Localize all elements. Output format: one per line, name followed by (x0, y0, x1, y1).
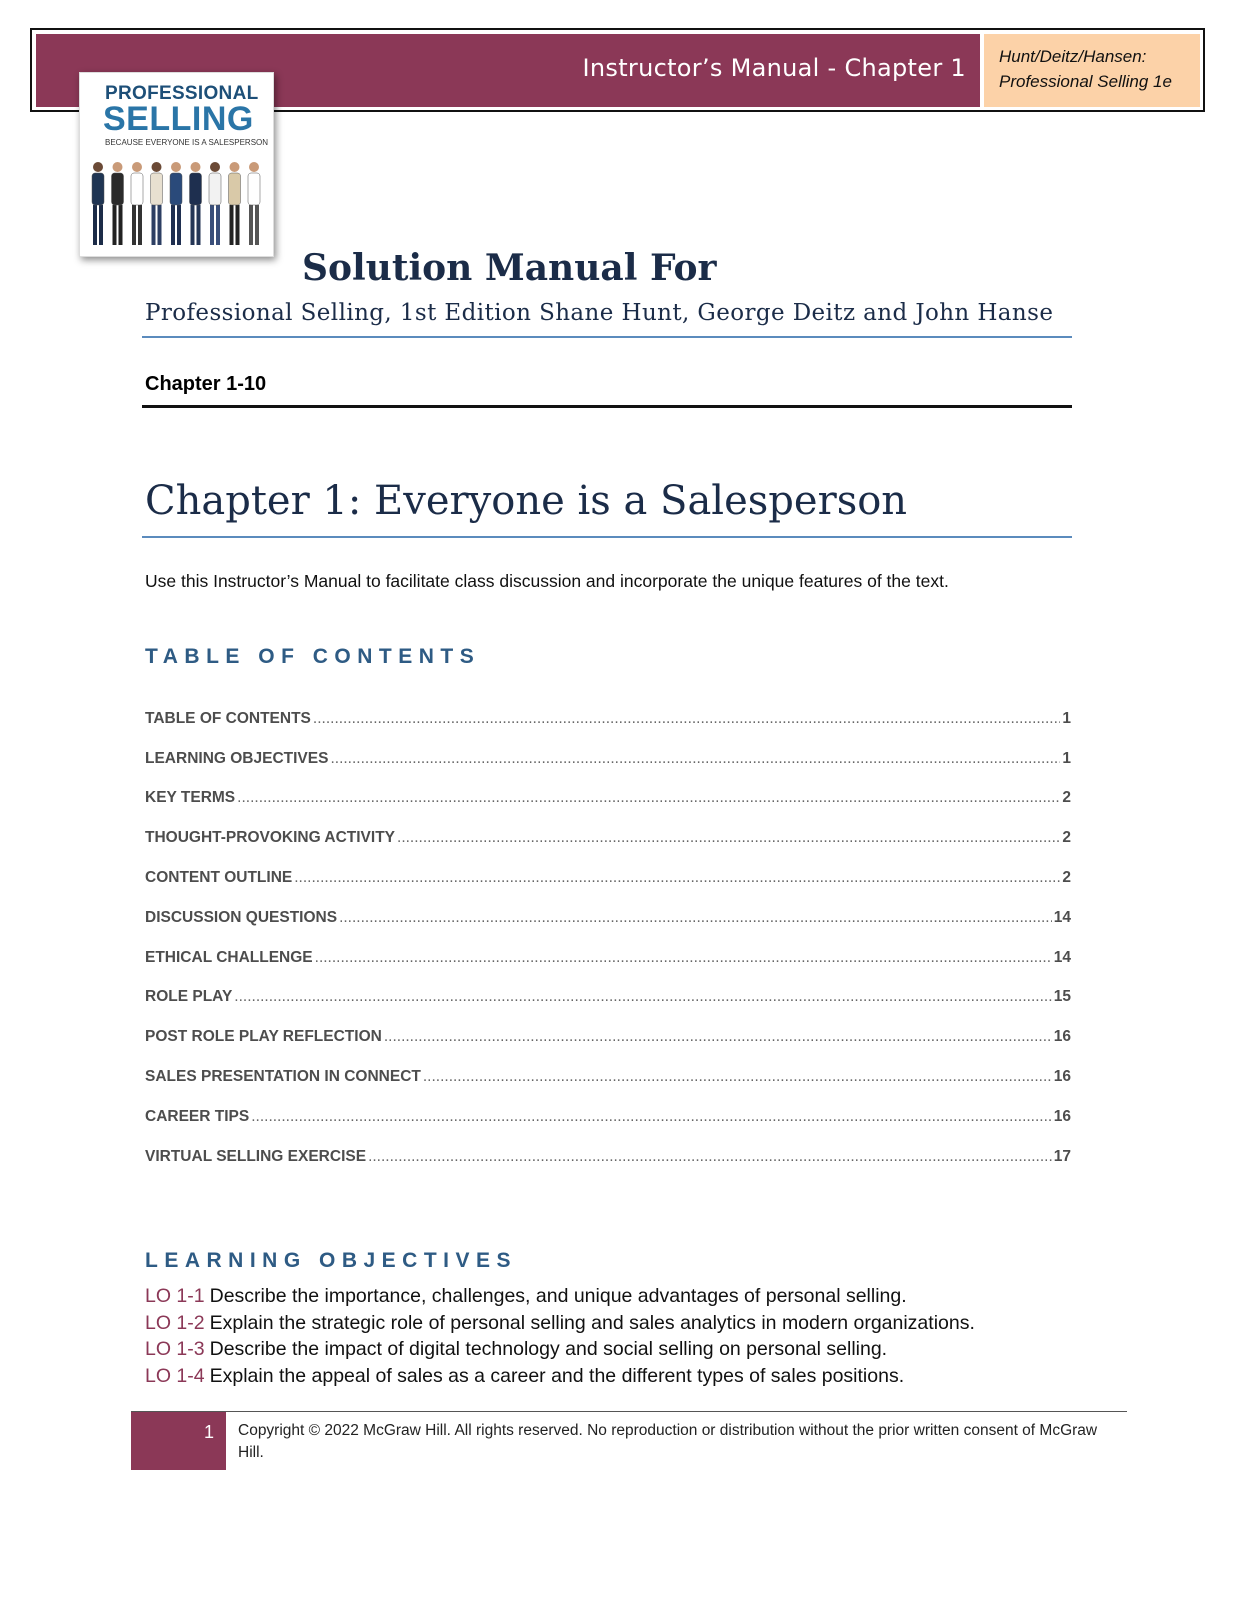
header-title: Instructor’s Manual - Chapter 1 (582, 54, 966, 82)
lo-code: LO 1-4 (145, 1365, 205, 1388)
toc-entry-page: 2 (1062, 789, 1071, 807)
toc-entry[interactable] (145, 688, 1071, 728)
toc-entry-label: POST ROLE PLAY REFLECTION (145, 1028, 382, 1046)
cover-word-selling: SELLING (103, 100, 254, 138)
chapter-title-rule (142, 536, 1072, 538)
toc-entry[interactable] (145, 927, 1071, 967)
learning-objective (145, 1283, 975, 1310)
toc-entry-page: 16 (1053, 1107, 1071, 1125)
learning-objective (145, 1363, 975, 1390)
chapter-range-rule (142, 405, 1072, 408)
cover-word-professional: PROFESSIONAL (105, 83, 259, 104)
toc-leader-dots (330, 750, 1060, 768)
cover-person-figure (229, 162, 241, 245)
toc-entry[interactable] (145, 768, 1071, 808)
footer-page-box (131, 1412, 226, 1470)
cover-person-figure (151, 162, 163, 245)
toc-entry-page: 2 (1062, 829, 1071, 847)
lo-text: Explain the strategic role of personal selling and sales analytics in modern organizations. (209, 1311, 975, 1334)
header-book-box (984, 34, 1200, 107)
chapter-range: Chapter 1-10 (145, 373, 267, 395)
footer-rule (131, 1411, 1127, 1412)
footer-page-number: 1 (203, 1422, 214, 1442)
cover-person-figure (190, 162, 202, 245)
book-cover-image (79, 72, 274, 257)
toc-leader-dots (294, 869, 1060, 887)
lo-code: LO 1-2 (145, 1311, 205, 1334)
toc-entry-page: 15 (1053, 988, 1071, 1006)
document-subtitle: Professional Selling, 1st Edition Shane Hunt, George Deitz and John Hanse (145, 300, 1054, 326)
toc-leader-dots (313, 710, 1060, 728)
toc-entry[interactable] (145, 807, 1071, 847)
toc-heading: TABLE OF CONTENTS (145, 645, 481, 668)
cover-tagline: BECAUSE EVERYONE IS A SALESPERSON (105, 138, 269, 147)
toc-entry[interactable] (145, 1126, 1071, 1166)
document-title: Solution Manual For (302, 247, 717, 289)
toc-entry-page: 1 (1062, 749, 1071, 767)
lo-text: Describe the importance, challenges, and unique advantages of personal selling. (209, 1285, 907, 1307)
header-authors: Hunt/Deitz/Hansen: (999, 47, 1147, 66)
toc-entry-page: 17 (1053, 1147, 1071, 1165)
toc-entry-label: THOUGHT-PROVOKING ACTIVITY (145, 829, 396, 847)
toc-leader-dots (423, 1068, 1052, 1086)
table-of-contents (145, 688, 1071, 1166)
toc-entry[interactable] (145, 1086, 1071, 1126)
toc-entry[interactable] (145, 1006, 1071, 1046)
toc-entry-label: VIRTUAL SELLING EXERCISE (145, 1147, 367, 1165)
cover-people-illustration (90, 155, 265, 251)
lo-code: LO 1-3 (145, 1338, 205, 1361)
toc-entry-page: 2 (1062, 868, 1071, 886)
toc-entry-label: LEARNING OBJECTIVES (145, 749, 329, 767)
toc-leader-dots (234, 988, 1051, 1006)
toc-entry[interactable] (145, 887, 1071, 927)
lo-code: LO 1-1 (145, 1285, 205, 1307)
toc-leader-dots (397, 829, 1060, 847)
cover-person-figure (131, 162, 143, 245)
footer-copyright: Copyright © 2022 McGraw Hill. All rights reserved. No reproduction or distribution without the prior written consent of McGraw Hill. (238, 1422, 1098, 1461)
toc-entry-label: SALES PRESENTATION IN CONNECT (145, 1067, 421, 1085)
toc-leader-dots (237, 789, 1060, 807)
header-book-title: Professional Selling 1e (999, 72, 1172, 91)
lo-text: Explain the appeal of sales as a career and the different types of sales positions. (209, 1365, 905, 1388)
toc-leader-dots (368, 1148, 1052, 1166)
learning-objectives-list (145, 1283, 975, 1390)
lo-heading: LEARNING OBJECTIVES (145, 1249, 518, 1272)
toc-leader-dots (339, 909, 1052, 927)
toc-entry-label: KEY TERMS (145, 789, 236, 807)
toc-entry-page: 1 (1062, 709, 1071, 727)
intro-text: Use this Instructor’s Manual to facilitate class discussion and incorporate the unique features of the text. (145, 571, 949, 591)
toc-entry-label: TABLE OF CONTENTS (145, 709, 311, 727)
toc-leader-dots (315, 949, 1052, 967)
toc-entry-page: 16 (1053, 1067, 1071, 1085)
toc-entry-label: ETHICAL CHALLENGE (145, 948, 313, 966)
learning-objective (145, 1336, 975, 1363)
chapter-title: Chapter 1: Everyone is a Salesperson (145, 478, 908, 524)
toc-entry-page: 14 (1053, 908, 1071, 926)
toc-entry[interactable] (145, 967, 1071, 1007)
cover-person-figure (112, 162, 124, 245)
toc-entry[interactable] (145, 847, 1071, 887)
toc-entry[interactable] (145, 1046, 1071, 1086)
cover-person-figure (248, 162, 260, 245)
cover-person-figure (92, 162, 104, 245)
cover-person-figure (170, 162, 182, 245)
toc-entry[interactable] (145, 728, 1071, 768)
toc-entry-label: ROLE PLAY (145, 988, 233, 1006)
cover-person-figure (209, 162, 221, 245)
toc-entry-label: DISCUSSION QUESTIONS (145, 908, 338, 926)
toc-entry-page: 14 (1053, 948, 1071, 966)
learning-objective (145, 1310, 975, 1337)
toc-leader-dots (251, 1108, 1052, 1126)
toc-entry-page: 16 (1053, 1028, 1071, 1046)
toc-entry-label: CONTENT OUTLINE (145, 868, 293, 886)
lo-text: Describe the impact of digital technology and social selling on personal selling. (209, 1338, 888, 1361)
subtitle-rule (142, 336, 1072, 338)
toc-leader-dots (384, 1028, 1052, 1046)
toc-entry-label: CAREER TIPS (145, 1107, 250, 1125)
